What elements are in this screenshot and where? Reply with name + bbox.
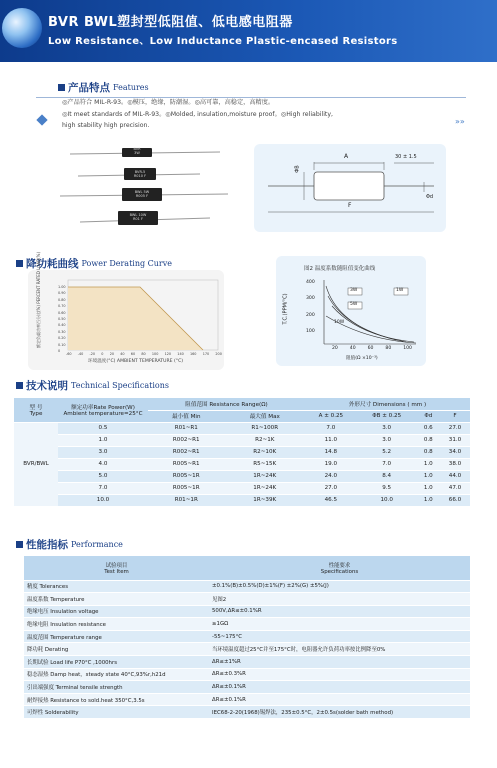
- derating-heading: 降功耗曲线 Power Derating Curve: [16, 256, 172, 271]
- tcr-label-3w: 3W: [350, 288, 358, 293]
- test-item-cell: 绝缘电阻 Insulation resistance: [24, 618, 209, 631]
- table-cell: 1.0: [58, 434, 148, 446]
- page-title-en: Low Resistance、Low Inductance Plastic-encased Resistors: [48, 36, 398, 47]
- tcr-chart: [276, 256, 426, 366]
- table-cell: 1.0: [417, 494, 440, 506]
- test-item-cell: 可焊性 Solderability: [24, 706, 209, 719]
- globe-logo: [2, 8, 42, 48]
- tcr-yticks: 400 300 200 100: [306, 280, 315, 334]
- table-cell: R005~R1: [148, 458, 225, 470]
- table-cell: 7.0: [305, 422, 357, 434]
- dim-phib-label: ΦB: [294, 165, 301, 173]
- table-row: [14, 482, 470, 494]
- table-row: [14, 458, 470, 470]
- table-row: [24, 693, 470, 706]
- table-cell: 8.4: [357, 470, 417, 482]
- table-cell: 46.5: [305, 494, 357, 506]
- derating-ylabel: 额定负载功率百分比(%) PERCENT RATED LOAD(%): [36, 251, 41, 348]
- header-banner: [0, 0, 497, 62]
- table-cell: 1.0: [417, 482, 440, 494]
- spec-cell: ±0.1%(B)±0.5%(D)±1%(F) ±2%(G) ±5%(J): [209, 580, 470, 593]
- table-row: [24, 643, 470, 656]
- table-cell: 44.0: [440, 470, 470, 482]
- table-cell: 1R~24K: [225, 470, 305, 482]
- table-cell: 34.0: [440, 446, 470, 458]
- feature-line-en-2: high stability high precision.: [62, 122, 150, 129]
- dim-f-label: F: [348, 202, 352, 209]
- table-cell: 0.6: [417, 422, 440, 434]
- tcr-label-1w: 1W: [396, 288, 404, 293]
- bullet-square-icon: [16, 541, 23, 548]
- table-cell: 3.0: [357, 422, 417, 434]
- table-cell: 0.8: [417, 446, 440, 458]
- resistor-label-2: BVR-5 R010 F: [133, 170, 147, 178]
- col-test-item: 试验项目 Test Item: [24, 556, 209, 580]
- spec-table: [14, 398, 470, 507]
- spec-cell: 见图2: [209, 593, 470, 606]
- col-min: 最小值 Min: [148, 410, 225, 422]
- test-item-cell: 精度 Tolerances: [24, 580, 209, 593]
- page-title-cn: BVR BWL塑封型低阻值、低电感电阻器: [48, 15, 293, 30]
- col-dims: 外形尺寸 Dimensions ( mm ): [305, 398, 470, 410]
- table-row: [14, 446, 470, 458]
- col-max: 最大值 Max: [225, 410, 305, 422]
- table-cell: 7.0: [357, 458, 417, 470]
- dimension-drawing: [254, 144, 446, 232]
- table-row: [24, 593, 470, 606]
- dim-a-label: A: [344, 153, 349, 160]
- derating-xlabel: 环境温度(°C) AMBIENT TEMPERATURE (°C): [88, 359, 184, 364]
- col-specifications: 性能要求 Specifications: [209, 556, 470, 580]
- table-cell: 7.0: [58, 482, 148, 494]
- table-row: [14, 470, 470, 482]
- table-cell: R005~1R: [148, 470, 225, 482]
- tcr-xticks: 20 40 60 80 100: [332, 346, 412, 351]
- spec-cell: ΔR≤±0.1%R: [209, 693, 470, 706]
- test-item-cell: 温度系数 Temperature: [24, 593, 209, 606]
- table-cell: 9.5: [357, 482, 417, 494]
- arrow-icon: »»: [455, 117, 465, 126]
- col-f: F: [440, 410, 470, 422]
- feature-line-cn: ◎产品符合 MIL-R-93。◎模压，绝缘，防潮湿。◎高可靠，高稳定，高精度。: [62, 99, 275, 106]
- table-cell: R01~R1: [148, 422, 225, 434]
- dimension-svg: [254, 144, 446, 232]
- bullet-square-icon: [16, 382, 23, 389]
- table-cell: R2~10K: [225, 446, 305, 458]
- table-cell: R2~1K: [225, 434, 305, 446]
- table-cell: 38.0: [440, 458, 470, 470]
- table-row: [24, 605, 470, 618]
- bullet-square-icon: [16, 260, 23, 267]
- col-a: A ± 0.25: [305, 410, 357, 422]
- derating-yticks: 1.00 0.90 0.80 0.70 0.60 0.50 0.40 0.30 0.20 0.10 0: [58, 285, 66, 353]
- spec-heading: 技术说明 Technical Specifications: [16, 378, 169, 393]
- table-row: [24, 706, 470, 719]
- spec-cell: -55~175°C: [209, 630, 470, 643]
- dim-length-label: 30 ± 1.5: [395, 154, 417, 160]
- diamond-icon: [36, 114, 47, 125]
- col-d: Φd: [417, 410, 440, 422]
- col-range: 阻值范围 Resistance Range(Ω): [148, 398, 305, 410]
- table-cell: R01~1R: [148, 494, 225, 506]
- spec-cell: 500V,ΔR≤±0.1%R: [209, 605, 470, 618]
- col-type: 型 号 Type: [14, 398, 58, 422]
- table-cell: 0.5: [58, 422, 148, 434]
- spec-cell: ΔR≤±1%R: [209, 656, 470, 669]
- resistor-photos: [60, 140, 230, 240]
- resistor-label-4: BWL 10W R01 F: [129, 213, 147, 221]
- table-cell: 3.0: [357, 434, 417, 446]
- derating-xticks: -60 -40 -20 0 20 40 60 80 100 120 140 160 170 200: [66, 352, 222, 356]
- table-cell: R005~1R: [148, 482, 225, 494]
- table-row: [24, 668, 470, 681]
- table-cell: 31.0: [440, 434, 470, 446]
- table-row: [24, 656, 470, 669]
- test-item-cell: 耐焊接热 Resistance to sold.heat 350°C,3.5s: [24, 693, 209, 706]
- table-cell: 19.0: [305, 458, 357, 470]
- type-cell: BVR/BWL: [14, 422, 58, 506]
- table-row: [14, 422, 470, 434]
- table-cell: R002~R1: [148, 446, 225, 458]
- perf-table: [24, 556, 470, 719]
- test-item-cell: 绝缘电压 Insulation voltage: [24, 605, 209, 618]
- table-row: [24, 630, 470, 643]
- table-row: [14, 494, 470, 506]
- table-cell: 5.2: [357, 446, 417, 458]
- col-power: 额定功率Rate Power(W) Ambient temperature=25°C: [58, 398, 148, 422]
- tcr-label-5w: 5W: [350, 302, 358, 307]
- table-row: [14, 434, 470, 446]
- resistor-label-3: BWL 5W R005 F: [134, 190, 150, 198]
- table-cell: 14.8: [305, 446, 357, 458]
- features-heading: 产品特点 Features: [58, 80, 149, 95]
- tcr-xlabel: 阻值(Ω ×10⁻³): [346, 356, 378, 361]
- tcr-title: 图2 温度系数随阻值变化曲线: [304, 266, 376, 272]
- table-cell: R1~100R: [225, 422, 305, 434]
- feature-line-en: ◎It meet standards of MIL-R-93。◎Molded, insulation,moisture proof。◎High reliability,: [62, 111, 333, 118]
- table-cell: 24.0: [305, 470, 357, 482]
- spec-cell: ΔR≤±0.3%R: [209, 668, 470, 681]
- table-cell: 1.0: [417, 458, 440, 470]
- col-b: ΦB ± 0.25: [357, 410, 417, 422]
- table-cell: 0.8: [417, 434, 440, 446]
- table-cell: 11.0: [305, 434, 357, 446]
- dim-phid-label: Φd: [426, 194, 434, 200]
- table-cell: 1.0: [417, 470, 440, 482]
- table-cell: 5.0: [58, 470, 148, 482]
- spec-cell: ≥1GΩ: [209, 618, 470, 631]
- test-item-cell: 温度范围 Temperature range: [24, 630, 209, 643]
- tcr-label-10w: 10W: [334, 320, 345, 325]
- tcr-ylabel: T.C.(PPM/°C): [282, 293, 289, 325]
- bullet-square-icon: [58, 84, 65, 91]
- table-cell: 66.0: [440, 494, 470, 506]
- table-row: [24, 618, 470, 631]
- table-row: [24, 681, 470, 694]
- table-cell: 10.0: [58, 494, 148, 506]
- table-cell: 27.0: [305, 482, 357, 494]
- test-item-cell: 引出端强度 Terminal tensile strength: [24, 681, 209, 694]
- perf-heading: 性能指标 Performance: [16, 537, 123, 552]
- table-cell: 10.0: [357, 494, 417, 506]
- table-cell: R5~15K: [225, 458, 305, 470]
- spec-cell: ΔR≤±0.1%R: [209, 681, 470, 694]
- table-cell: 47.0: [440, 482, 470, 494]
- table-cell: 4.0: [58, 458, 148, 470]
- table-row: [24, 580, 470, 593]
- test-item-cell: 降功耗 Derating: [24, 643, 209, 656]
- table-cell: R002~R1: [148, 434, 225, 446]
- spec-cell: IEC68-2-20(1968)锡焊法，235±0.5°C，2±0.5s(solder bath method): [209, 706, 470, 719]
- test-item-cell: 稳态湿热 Damp heat，steady state 40°C,93%r,h21d: [24, 668, 209, 681]
- table-cell: 27.0: [440, 422, 470, 434]
- spec-cell: 当环境温度超过25°C并至175°C时，电阻器允许负荷功率按比例降至0%: [209, 643, 470, 656]
- resistor-label-1: BVR 3W: [133, 147, 141, 155]
- table-cell: 1R~24K: [225, 482, 305, 494]
- test-item-cell: 长期试验 Load life P70°C ,1000hrs: [24, 656, 209, 669]
- table-cell: 1R~39K: [225, 494, 305, 506]
- table-cell: 3.0: [58, 446, 148, 458]
